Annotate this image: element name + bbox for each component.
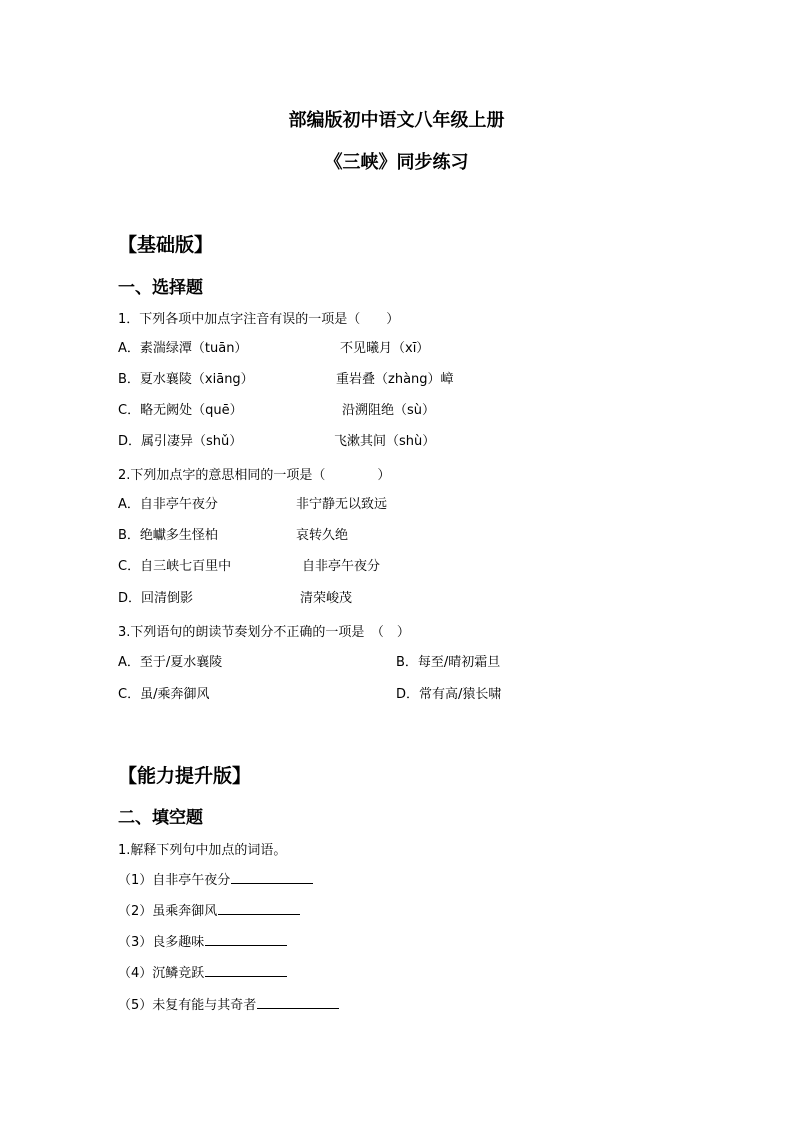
q1-option-c: C．略无阙处（quē） bbox=[118, 403, 243, 418]
section-fill-heading: 二、填空题 bbox=[118, 808, 203, 828]
q2-option-b: B．绝巘多生怪柏 bbox=[118, 528, 218, 543]
q2-option-c-second: 自非亭午夜分 bbox=[302, 559, 381, 574]
document-title: 部编版初中语文八年级上册 bbox=[288, 110, 505, 131]
q1-option-b: B．夏水襄陵（xiāng） bbox=[118, 372, 254, 387]
advanced-version-heading: 【能力提升版】 bbox=[118, 765, 252, 787]
q1-option-b-second: 重岩叠（zhàng）嶂 bbox=[336, 372, 454, 387]
answer-blank[interactable] bbox=[218, 902, 300, 915]
q1-option-a: A．素湍绿潭（tuān） bbox=[118, 341, 248, 356]
fill-item-text: （5）未复有能与其奇者 bbox=[118, 998, 257, 1013]
document-subtitle: 《三峡》同步练习 bbox=[324, 152, 469, 173]
fill-item bbox=[118, 933, 287, 952]
question-1-stem: 1．下列各项中加点字注音有误的一项是（ ） bbox=[118, 312, 400, 327]
q1-option-d-second: 飞漱其间（shù） bbox=[334, 434, 436, 449]
q3-option-d: D．常有高/猿长啸 bbox=[396, 687, 502, 702]
question-2-stem: 2.下列加点字的意思相同的一项是（ ） bbox=[118, 468, 391, 483]
answer-blank[interactable] bbox=[205, 933, 287, 946]
basic-version-heading: 【基础版】 bbox=[118, 234, 214, 256]
answer-blank[interactable] bbox=[205, 964, 287, 977]
q1-option-a-second: 不见曦月（xī） bbox=[340, 341, 430, 356]
q3-option-b: B．每至/晴初霜旦 bbox=[396, 655, 501, 670]
fill-item bbox=[118, 964, 287, 983]
fill-question-1-stem: 1.解释下列句中加点的词语。 bbox=[118, 843, 287, 858]
fill-item bbox=[118, 996, 339, 1015]
fill-item bbox=[118, 902, 300, 921]
q2-option-a: A．自非亭午夜分 bbox=[118, 497, 218, 512]
fill-item-text: （4）沉鳞竞跃 bbox=[118, 966, 205, 981]
q2-option-b-second: 哀转久绝 bbox=[296, 528, 349, 543]
q1-option-c-second: 沿溯阻绝（sù） bbox=[342, 403, 436, 418]
q1-option-d: D．属引凄异（shǔ） bbox=[118, 434, 243, 449]
q3-option-c: C．虽/乘奔御风 bbox=[118, 687, 210, 702]
fill-item-text: （3）良多趣味 bbox=[118, 935, 205, 950]
q2-option-c: C．自三峡七百里中 bbox=[118, 559, 232, 574]
fill-item bbox=[118, 871, 313, 890]
fill-item-text: （1）自非亭午夜分 bbox=[118, 873, 231, 888]
fill-item-text: （2）虽乘奔御风 bbox=[118, 904, 218, 919]
q3-option-a: A．至于/夏水襄陵 bbox=[118, 655, 223, 670]
q2-option-d: D．回清倒影 bbox=[118, 591, 194, 606]
q2-option-a-second: 非宁静无以致远 bbox=[296, 497, 388, 512]
q2-option-d-second: 清荣峻茂 bbox=[300, 591, 353, 606]
answer-blank[interactable] bbox=[231, 871, 313, 884]
question-3-stem: 3.下列语句的朗读节奏划分不正确的一项是 （ ） bbox=[118, 625, 410, 640]
section-choice-heading: 一、选择题 bbox=[118, 278, 203, 298]
answer-blank[interactable] bbox=[257, 996, 339, 1009]
